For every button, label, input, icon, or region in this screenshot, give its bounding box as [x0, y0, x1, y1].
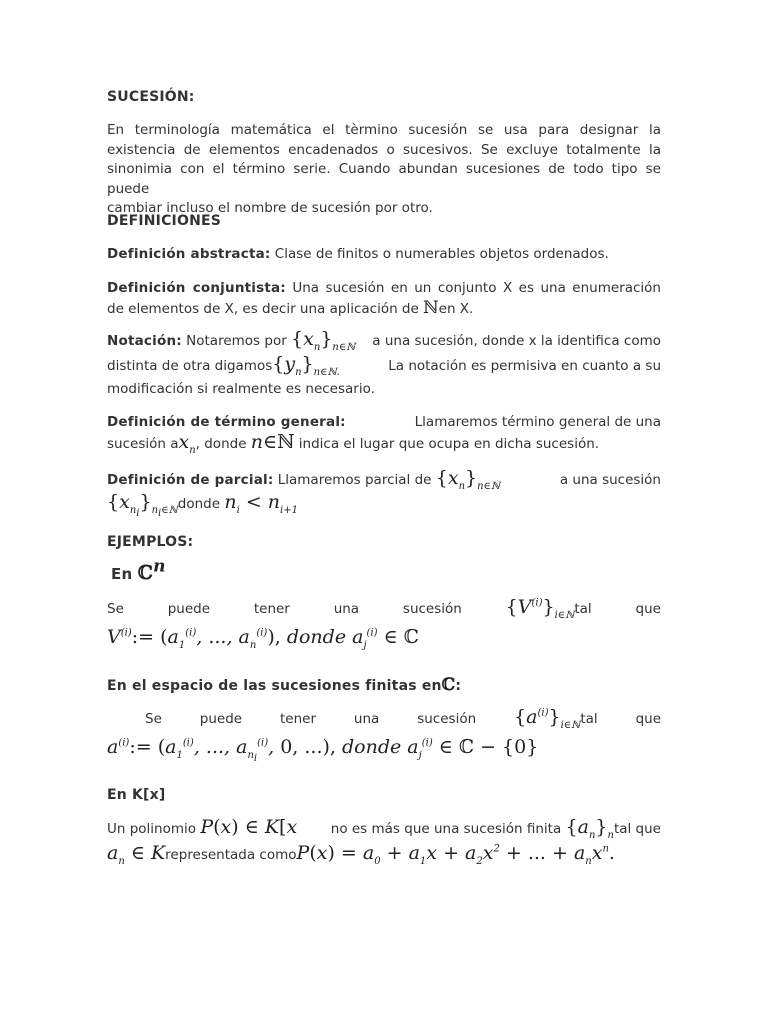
example-text: tener [253, 601, 290, 617]
definition-text: Una sucesión en un conjunto X es una enumeración [285, 280, 661, 296]
example-text: Un polinomio [107, 821, 201, 837]
definition-text: sucesión a [107, 435, 179, 452]
example-heading-text: En el espacio de las sucesiones finitas en [107, 678, 442, 694]
naturals-symbol: ℕ [423, 297, 439, 318]
example-text: Se [107, 601, 124, 617]
complex-n-symbol: ℂ$^n$ [137, 556, 166, 584]
example-text: puede [199, 711, 243, 727]
section-heading-ejemplos: EJEMPLOS: [107, 534, 194, 550]
definition-conjuntista [107, 279, 661, 319]
page-title: SUCESIÓN: [107, 89, 195, 105]
definition-text: donde [177, 496, 225, 512]
index-inequality-formula: $n_i < n_{i+1}$ [224, 491, 298, 516]
sequence-ai-formula: $\{a^{(i)}\}_{i\in ℕ}$ [514, 706, 581, 731]
definition-text: a una sucesión, donde x la identifica como [372, 333, 661, 349]
subsequence-formula: $\{x_{n_i}\}_{n_i\in ℕ}$ [107, 491, 178, 519]
definition-termino-general [107, 413, 661, 457]
example-text: sucesión [417, 711, 477, 727]
n-in-naturals-formula: n∈ℕ [250, 430, 295, 453]
example-heading-finite: En el espacio de las sucesiones finitas enℂ: [107, 675, 462, 695]
definition-label: Definición de parcial: [107, 472, 274, 488]
coefficient-membership-formula: $a_n$ ∈ K [107, 842, 166, 867]
example-text: sucesión [402, 601, 462, 617]
definition-label: Definición conjuntista: [107, 280, 286, 296]
sequence-xn-formula: $\{x_n\}_{n\in ℕ}$ [435, 467, 501, 492]
polynomial-expansion-formula: $P(x) = a_0 + a_1x + a_2x^2$ + ... + $a_nx^n$. [296, 842, 615, 867]
definition-text: a una sucesión [559, 472, 661, 488]
definition-text: La notación es permisiva en cuanto a su [388, 358, 661, 374]
example-text: representada como [165, 847, 297, 863]
intro-line: existencia de elementos encadenados o sucesivos. Se excluye totalmente la [107, 141, 661, 158]
example-text: tal que [613, 821, 661, 837]
example-heading-text: En [111, 565, 138, 583]
example-text: Se [145, 711, 162, 727]
sequence-xn-formula: $\{x_n\}_{n\in ℕ}$ [291, 328, 356, 353]
polynomial-membership-formula: P(x) ∈ K[x [200, 816, 298, 838]
example-text: que [635, 601, 661, 617]
definition-text: Llamaremos parcial de [273, 472, 436, 488]
example-text: tal [574, 601, 592, 617]
example-heading-cn [111, 556, 665, 585]
definition-text: distinta de otra digamos [107, 358, 273, 374]
term-xn-formula: $x_n$ [178, 430, 196, 456]
definition-text: , donde [195, 435, 251, 452]
notacion-paragraph [107, 330, 661, 400]
sequence-vi-formula: $\{V^{(i)}\}_{i\in ℕ}$ [505, 596, 575, 621]
example-text: que [635, 711, 661, 727]
definition-text: de elementos de X, es decir una aplicación de [107, 300, 424, 317]
definition-text: Llamaremos término general de una [414, 414, 661, 430]
definition-parcial [107, 469, 661, 519]
intro-line: En terminología matemática el tèrmino sucesión se usa para designar la [107, 122, 661, 138]
vector-vi-formula: $V^{(i)}:= (a_1^{(i)}$, ..., $a_n^{(i)}$), donde $a_j^{(i)}$ ∈ ℂ [107, 626, 419, 651]
section-heading-definiciones: DEFINICIONES [107, 213, 222, 229]
polinomio-paragraph [107, 818, 661, 872]
example-finite-paragraph [107, 708, 661, 770]
definition-label: Notación: [107, 333, 182, 349]
definition-text: indica el lugar que ocupa en dicha sucesión. [294, 435, 600, 452]
sequence-an-formula: $\{a_n\}_n$ [565, 816, 614, 841]
example-text: una [353, 711, 380, 727]
example-text: tener [280, 711, 317, 727]
sequence-yn-formula: $\{y_n\}_{n\in ℕ.}$ [272, 353, 340, 378]
definition-abstracta [107, 245, 661, 265]
definition-text: modificación si realmente es necesario. [107, 381, 375, 397]
intro-paragraph [107, 121, 661, 219]
example-text: no es más que una sucesión finita [330, 821, 566, 837]
definition-text: en X. [438, 300, 474, 317]
example-cn-paragraph [107, 598, 661, 658]
intro-line: cambiar incluso el nombre de sucesión por otro. [107, 200, 433, 216]
finite-sequence-formula: $a^{(i)}:= (a_1^{(i)}$, ..., $a_{n_i}^{(i)}$, 0, ...), donde $a_j^{(i)}$ ∈ ℂ − {0} [107, 736, 539, 764]
complex-symbol: ℂ [441, 675, 456, 695]
example-text: una [333, 601, 360, 617]
definition-label: Definición de término general: [107, 414, 346, 430]
example-text: tal [580, 711, 598, 727]
example-text: puede [167, 601, 211, 617]
example-heading-kx: En K[x] [107, 787, 166, 803]
definition-label: Definición abstracta: [107, 246, 271, 262]
definition-text: Clase de finitos o numerables objetos ordenados. [270, 246, 609, 262]
definition-text: Notaremos por [181, 333, 292, 349]
intro-line: sinonimia con el término serie. Cuando abundan sucesiones de todo tipo se puede [107, 161, 661, 197]
